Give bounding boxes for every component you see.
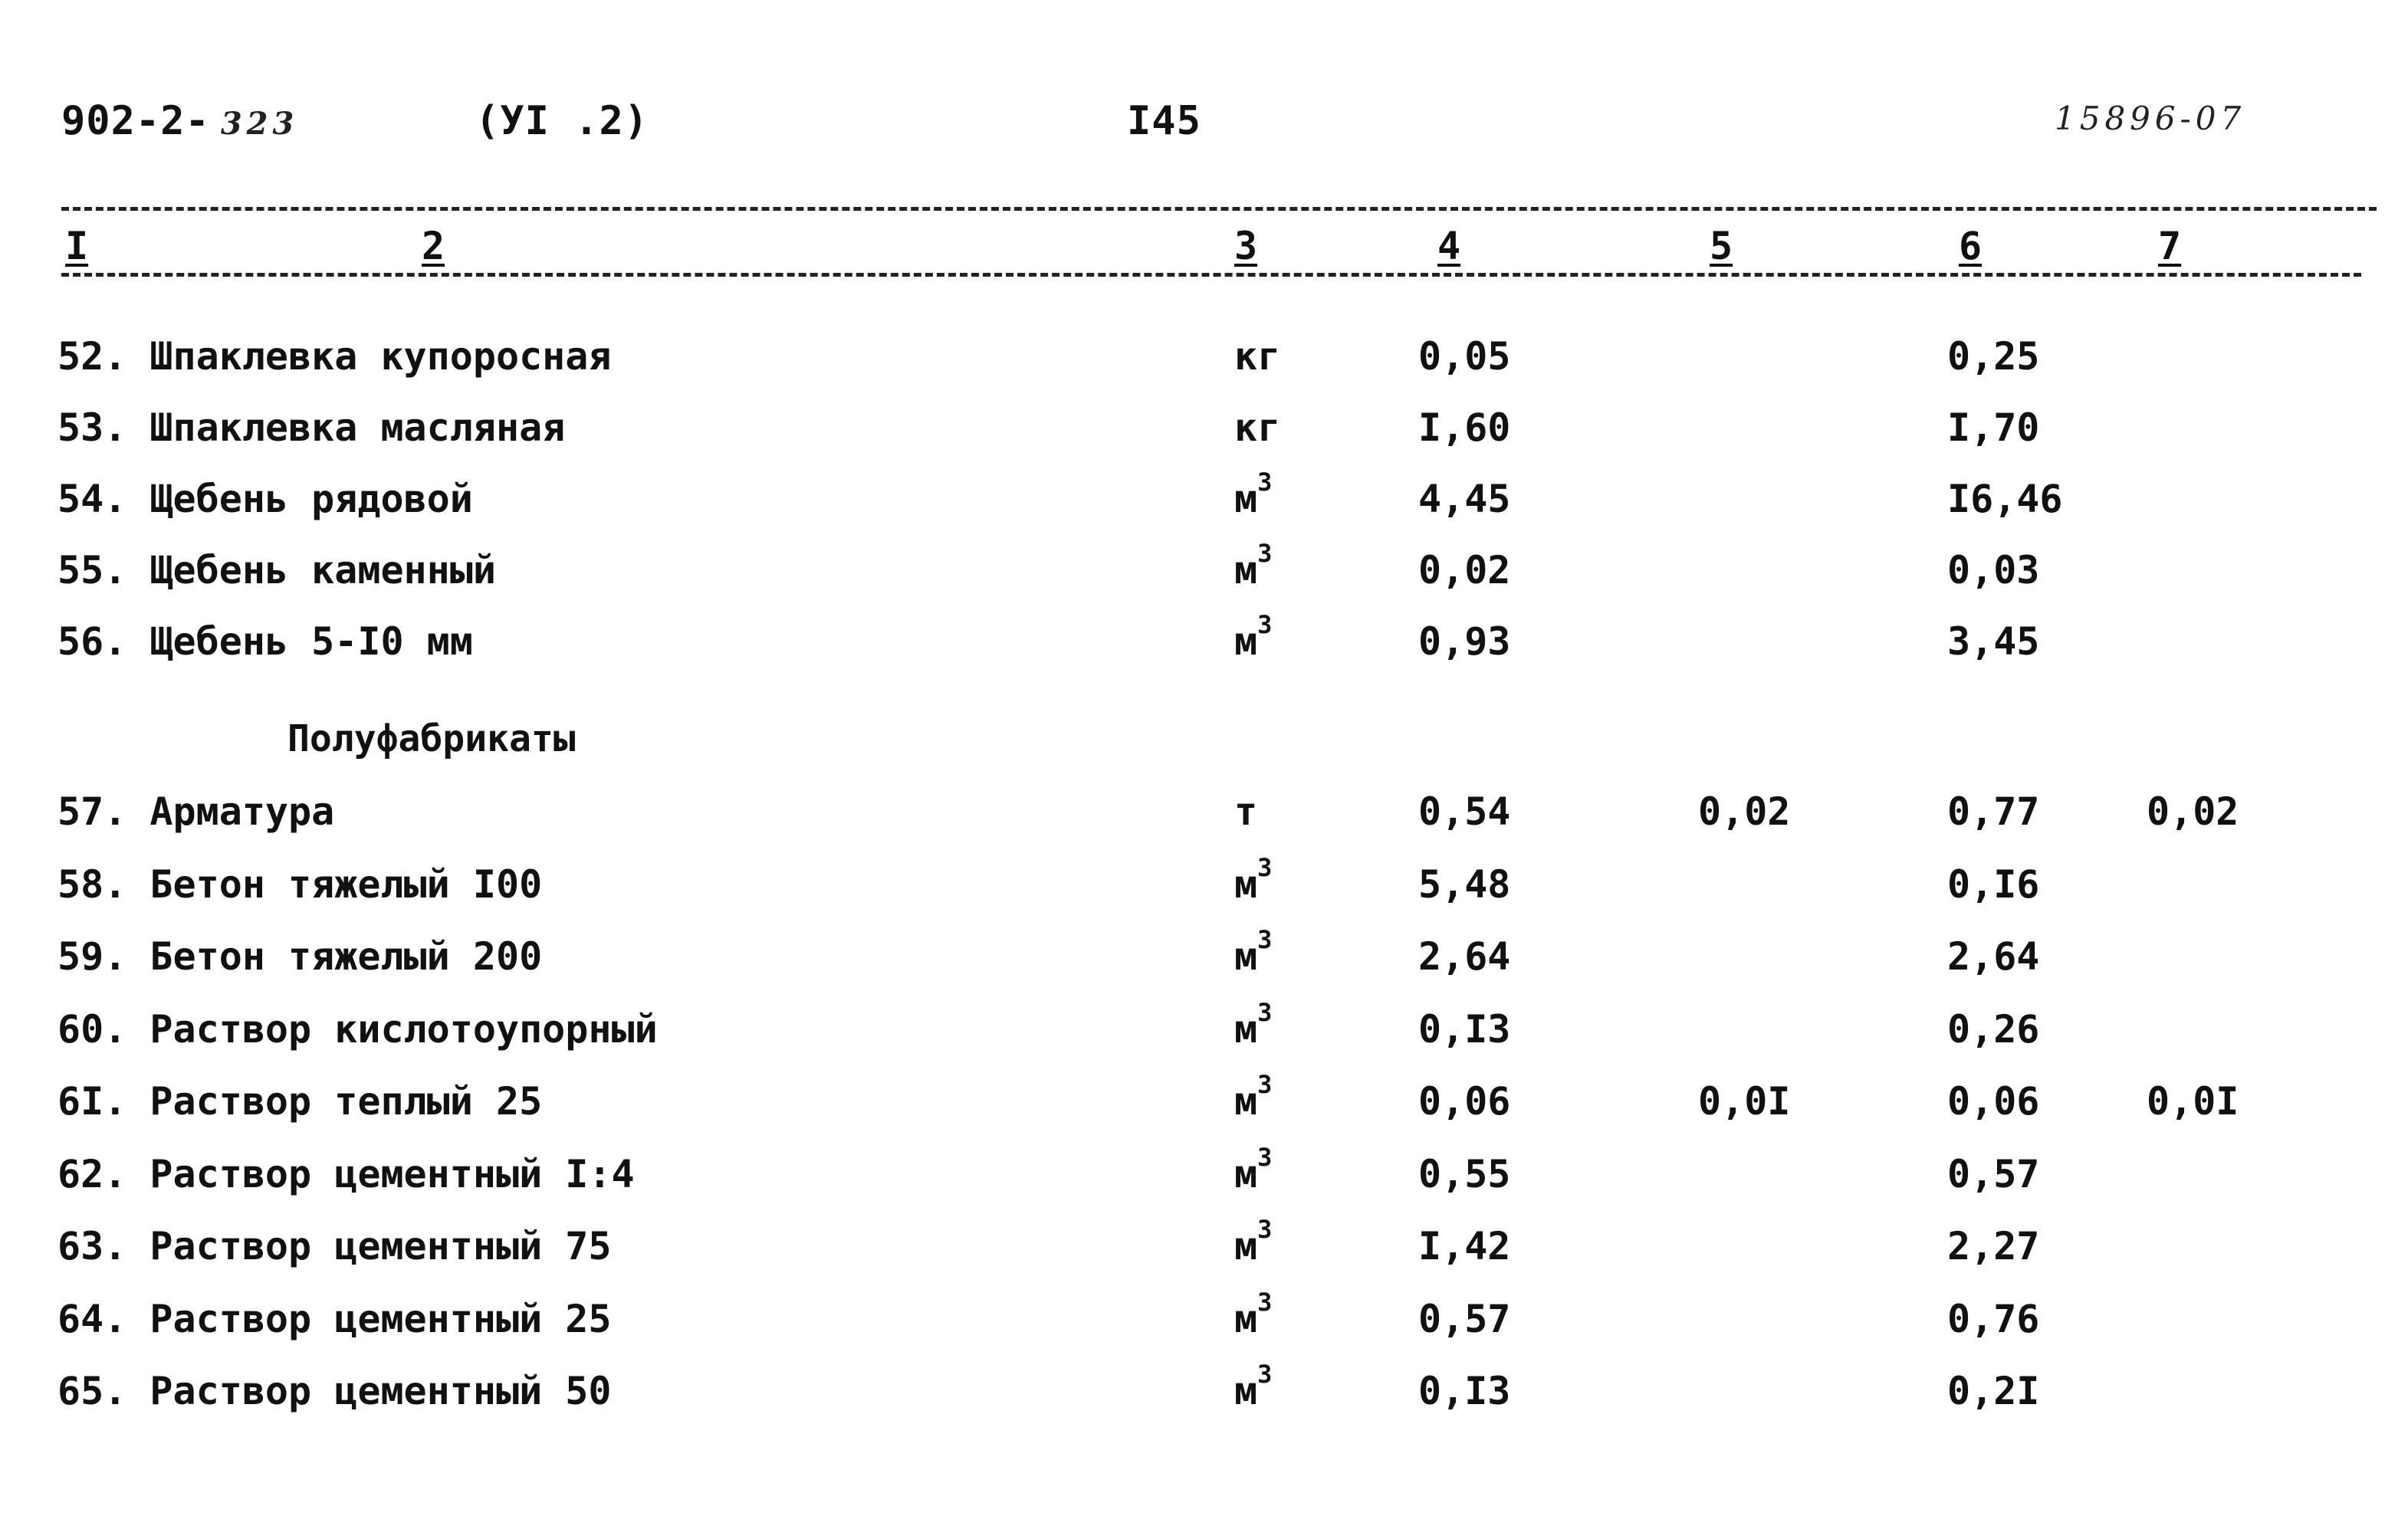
row-value-col6: I6,46: [1947, 477, 2063, 521]
column-header-3: 3: [1234, 224, 1258, 268]
row-unit-text: м: [1234, 934, 1258, 979]
row-unit-text: кг: [1234, 334, 1281, 379]
row-item-name: [57, 1007, 658, 1052]
row-value-col5: 0,02: [1698, 789, 1791, 834]
document-code-handwritten: 323: [220, 106, 299, 142]
row-unit-text: кг: [1234, 405, 1281, 450]
row-material-name: Раствор цементный 50: [149, 1369, 612, 1413]
row-unit-superscript: 3: [1257, 1142, 1273, 1172]
column-header-6: 6: [1959, 224, 1983, 268]
row-material-name: Раствор кислотоупорный: [149, 1006, 658, 1052]
row-value-col7: 0,02: [2147, 789, 2239, 834]
row-unit-text: м: [1234, 1006, 1258, 1052]
row-number: 56.: [57, 619, 127, 664]
column-header-dashed-rule: [61, 273, 2361, 277]
row-unit: [1234, 539, 1273, 592]
row-number: 63.: [57, 1224, 127, 1268]
row-unit-text: м: [1234, 1079, 1258, 1124]
row-value-col4: 0,57: [1418, 1296, 1511, 1341]
row-unit-text: м: [1234, 1369, 1258, 1413]
top-dashed-rule: [61, 207, 2377, 211]
row-number: 54.: [57, 477, 127, 521]
table-row: [0, 468, 2408, 546]
section-title: Полуфабрикаты: [287, 717, 576, 760]
row-unit-superscript: 3: [1257, 1070, 1273, 1099]
row-unit-text: м: [1234, 477, 1258, 521]
page-number: I45: [1127, 98, 1201, 144]
row-item-name: [57, 619, 473, 664]
row-number: 58.: [57, 861, 127, 907]
column-header-2: 2: [422, 224, 445, 268]
row-unit-superscript: 3: [1257, 468, 1273, 497]
row-unit-text: м: [1234, 619, 1258, 664]
row-unit-text: т: [1234, 789, 1258, 834]
row-value-col7: 0,0I: [2147, 1079, 2239, 1124]
row-material-name: Раствор цементный 75: [149, 1224, 612, 1268]
row-item-name: [57, 1369, 611, 1413]
row-value-col4: 0,05: [1418, 334, 1511, 379]
row-material-name: Раствор цементный I:4: [149, 1151, 635, 1196]
row-material-name: Щебень рядовой: [149, 477, 473, 521]
row-number: 59.: [57, 934, 127, 979]
row-unit: [1234, 405, 1280, 450]
row-unit-superscript: 3: [1257, 852, 1273, 882]
row-number: 62.: [57, 1151, 127, 1196]
row-unit: [1234, 610, 1273, 664]
row-unit: [1234, 1070, 1273, 1124]
row-number: 53.: [57, 405, 127, 450]
row-material-name: Арматура: [149, 789, 335, 834]
table-row: [0, 1070, 2408, 1148]
row-value-col6: 0,25: [1947, 334, 2040, 379]
row-item-name: [57, 1224, 611, 1268]
row-unit-superscript: 3: [1257, 997, 1273, 1027]
document-code-printed: 902-2-: [61, 98, 210, 144]
column-header-5: 5: [1710, 224, 1733, 268]
table-row: [0, 852, 2408, 931]
table-row: [0, 789, 2408, 858]
table-row: [0, 610, 2408, 688]
row-value-col4: 0,06: [1418, 1079, 1511, 1124]
row-unit: [1234, 852, 1273, 907]
row-unit-superscript: 3: [1257, 539, 1273, 568]
row-unit: [1234, 997, 1273, 1052]
column-header-7: 7: [2158, 224, 2182, 268]
row-value-col6: 0,77: [1947, 789, 2040, 834]
row-number: 57.: [57, 789, 127, 834]
row-value-col6: 0,26: [1947, 1006, 2040, 1052]
row-unit: [1234, 468, 1273, 521]
column-header-4: 4: [1437, 224, 1461, 268]
row-item-name: [57, 334, 611, 379]
row-unit: [1234, 1142, 1273, 1196]
row-value-col6: 2,27: [1947, 1224, 2040, 1268]
table-row: [0, 1287, 2408, 1366]
row-unit-superscript: 3: [1257, 1360, 1273, 1389]
row-unit: [1234, 789, 1257, 834]
row-value-col6: 0,2I: [1947, 1369, 2040, 1413]
row-value-col4: 0,93: [1418, 619, 1511, 664]
row-unit-superscript: 3: [1257, 1287, 1273, 1317]
row-material-name: Раствор теплый 25: [149, 1079, 543, 1124]
row-value-col6: I,70: [1947, 405, 2040, 450]
table-row: [0, 405, 2408, 474]
row-material-name: Бетон тяжелый 200: [149, 934, 543, 979]
row-number: 64.: [57, 1296, 127, 1341]
table-row: [0, 925, 2408, 1003]
row-value-col4: 0,55: [1418, 1151, 1511, 1196]
row-item-name: [57, 862, 542, 907]
row-item-name: [57, 1297, 611, 1341]
row-number: 65.: [57, 1369, 127, 1413]
table-row: [0, 539, 2408, 617]
row-value-col4: 0,54: [1418, 789, 1511, 834]
row-value-col6: 0,57: [1947, 1151, 2040, 1196]
row-material-name: Щебень каменный: [149, 548, 496, 592]
row-item-name: [57, 1152, 635, 1196]
document-code: [61, 98, 298, 144]
row-unit-text: м: [1234, 1224, 1258, 1268]
row-value-col6: 3,45: [1947, 619, 2040, 664]
row-value-col4: 0,I3: [1418, 1369, 1511, 1413]
row-value-col6: 2,64: [1947, 934, 2040, 979]
row-unit: [1234, 1360, 1273, 1413]
row-unit-superscript: 3: [1257, 1215, 1273, 1244]
row-unit-text: м: [1234, 861, 1258, 907]
section-reference: (УI .2): [475, 98, 649, 144]
row-unit-superscript: 3: [1257, 610, 1273, 639]
row-unit: [1234, 925, 1273, 979]
row-unit-superscript: 3: [1257, 925, 1273, 954]
row-value-col6: 0,76: [1947, 1296, 2040, 1341]
row-unit-text: м: [1234, 1296, 1258, 1341]
row-number: 60.: [57, 1006, 127, 1052]
row-material-name: Шпаклевка масляная: [149, 405, 566, 450]
row-unit-text: м: [1234, 1151, 1258, 1196]
row-item-name: [57, 405, 565, 450]
handwritten-stamp-number: 15896-07: [2055, 100, 2246, 137]
row-item-name: [57, 789, 334, 834]
row-material-name: Бетон тяжелый I00: [149, 861, 543, 907]
row-value-col5: 0,0I: [1698, 1079, 1791, 1124]
row-value-col4: I,42: [1418, 1224, 1511, 1268]
row-number: 55.: [57, 548, 127, 592]
table-row: [0, 1215, 2408, 1293]
row-value-col6: 0,06: [1947, 1079, 2040, 1124]
row-item-name: [57, 477, 473, 521]
row-value-col4: 5,48: [1418, 861, 1511, 907]
table-row: [0, 1360, 2408, 1438]
row-unit: [1234, 1215, 1273, 1268]
table-row: [0, 334, 2408, 403]
table-row: [0, 997, 2408, 1076]
row-item-name: [57, 548, 496, 592]
row-value-col4: I,60: [1418, 405, 1511, 450]
row-material-name: Раствор цементный 25: [149, 1296, 612, 1341]
row-item-name: [57, 1079, 542, 1124]
row-unit: [1234, 1287, 1273, 1341]
row-material-name: Шпаклевка купоросная: [149, 334, 612, 379]
row-value-col4: 0,02: [1418, 548, 1511, 592]
row-material-name: Щебень 5-I0 мм: [149, 619, 473, 664]
row-number: 6I.: [57, 1079, 127, 1124]
row-value-col6: 0,03: [1947, 548, 2040, 592]
row-unit: [1234, 334, 1280, 379]
column-header-1: I: [65, 224, 89, 268]
table-row: [0, 1142, 2408, 1221]
row-unit-text: м: [1234, 548, 1258, 592]
row-value-col6: 0,I6: [1947, 861, 2040, 907]
row-value-col4: 2,64: [1418, 934, 1511, 979]
row-item-name: [57, 934, 542, 979]
row-number: 52.: [57, 334, 127, 379]
row-value-col4: 0,I3: [1418, 1006, 1511, 1052]
row-value-col4: 4,45: [1418, 477, 1511, 521]
